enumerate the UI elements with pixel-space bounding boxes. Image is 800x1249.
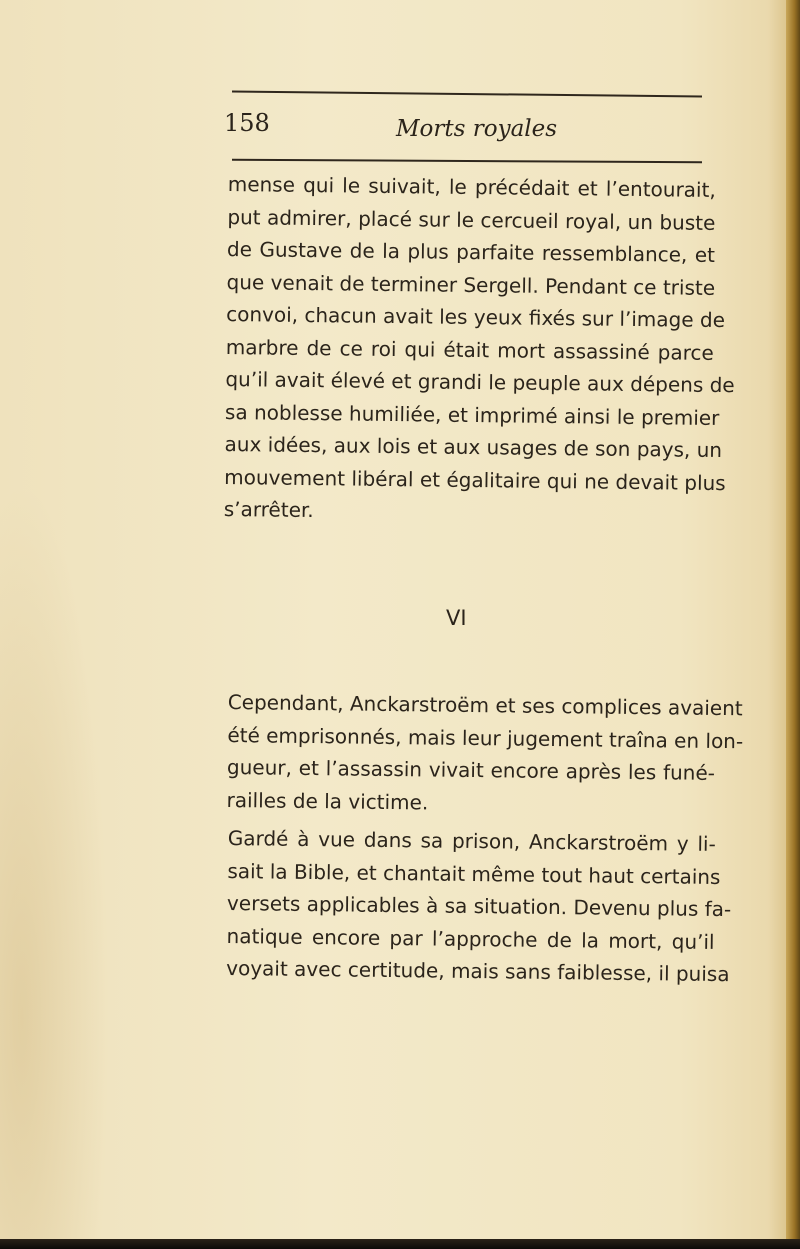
text-line: Gardé à vue dans sa prison, Anckarstroëm y li- [227,825,716,856]
header-top-rule [232,91,702,98]
text-line: marbre de ce roi qui était mort assassiné parce [225,334,714,365]
text-line: qu’il avait élevé et grandi le peuple aux dépens de [225,366,735,398]
text-line: gueur, et l’assassin vivait encore après les funé- [226,754,716,785]
header-bottom-rule [232,159,702,163]
paragraph-3 [226,822,732,990]
paper-stain [0,480,110,1249]
text-line: put admirer, placé sur le cercueil royal, un buste [227,204,716,235]
text-line: voyait avec certitude, mais sans faiblesse, il puisa [226,955,730,987]
running-head: Morts royales [396,116,558,142]
text-line: railles de la victime. [226,787,429,814]
text-line: aux idées, aux lois et aux usages de son pays, un [224,431,723,463]
paragraph-1 [223,168,735,531]
text-line: s’arrêter. [223,496,314,523]
text-line: de Gustave de la plus parfaite ressemblance, et [226,236,716,267]
book-spine-edge [786,0,800,1249]
text-line: convoi, chacun avait les yeux fixés sur l’image de [226,301,726,333]
text-line: été emprisonnés, mais leur jugement traîna en lon- [227,722,744,753]
text-line: mense qui le suivait, le précédait et l’entourait, [227,171,716,202]
text-line: sait la Bible, et chantait même tout haut certains [227,858,721,889]
text-line: que venait de terminer Sergell. Pendant ce triste [226,269,716,300]
page-number: 158 [224,109,270,137]
text-line: Cependant, Anckarstroëm et ses complices avaient [227,689,743,721]
bottom-page-edge [0,1239,800,1249]
paragraph-2 [226,686,744,822]
text-line: mouvement libéral et égalitaire qui ne devait plus [224,464,726,495]
text-line: natique encore par l’approche de la mort, qu’il [226,923,715,954]
section-heading: VI [446,606,467,630]
text-line: versets applicables à sa situation. Devenu plus fa- [226,890,732,922]
text-line: sa noblesse humiliée, et imprimé ainsi le premier [224,399,720,430]
